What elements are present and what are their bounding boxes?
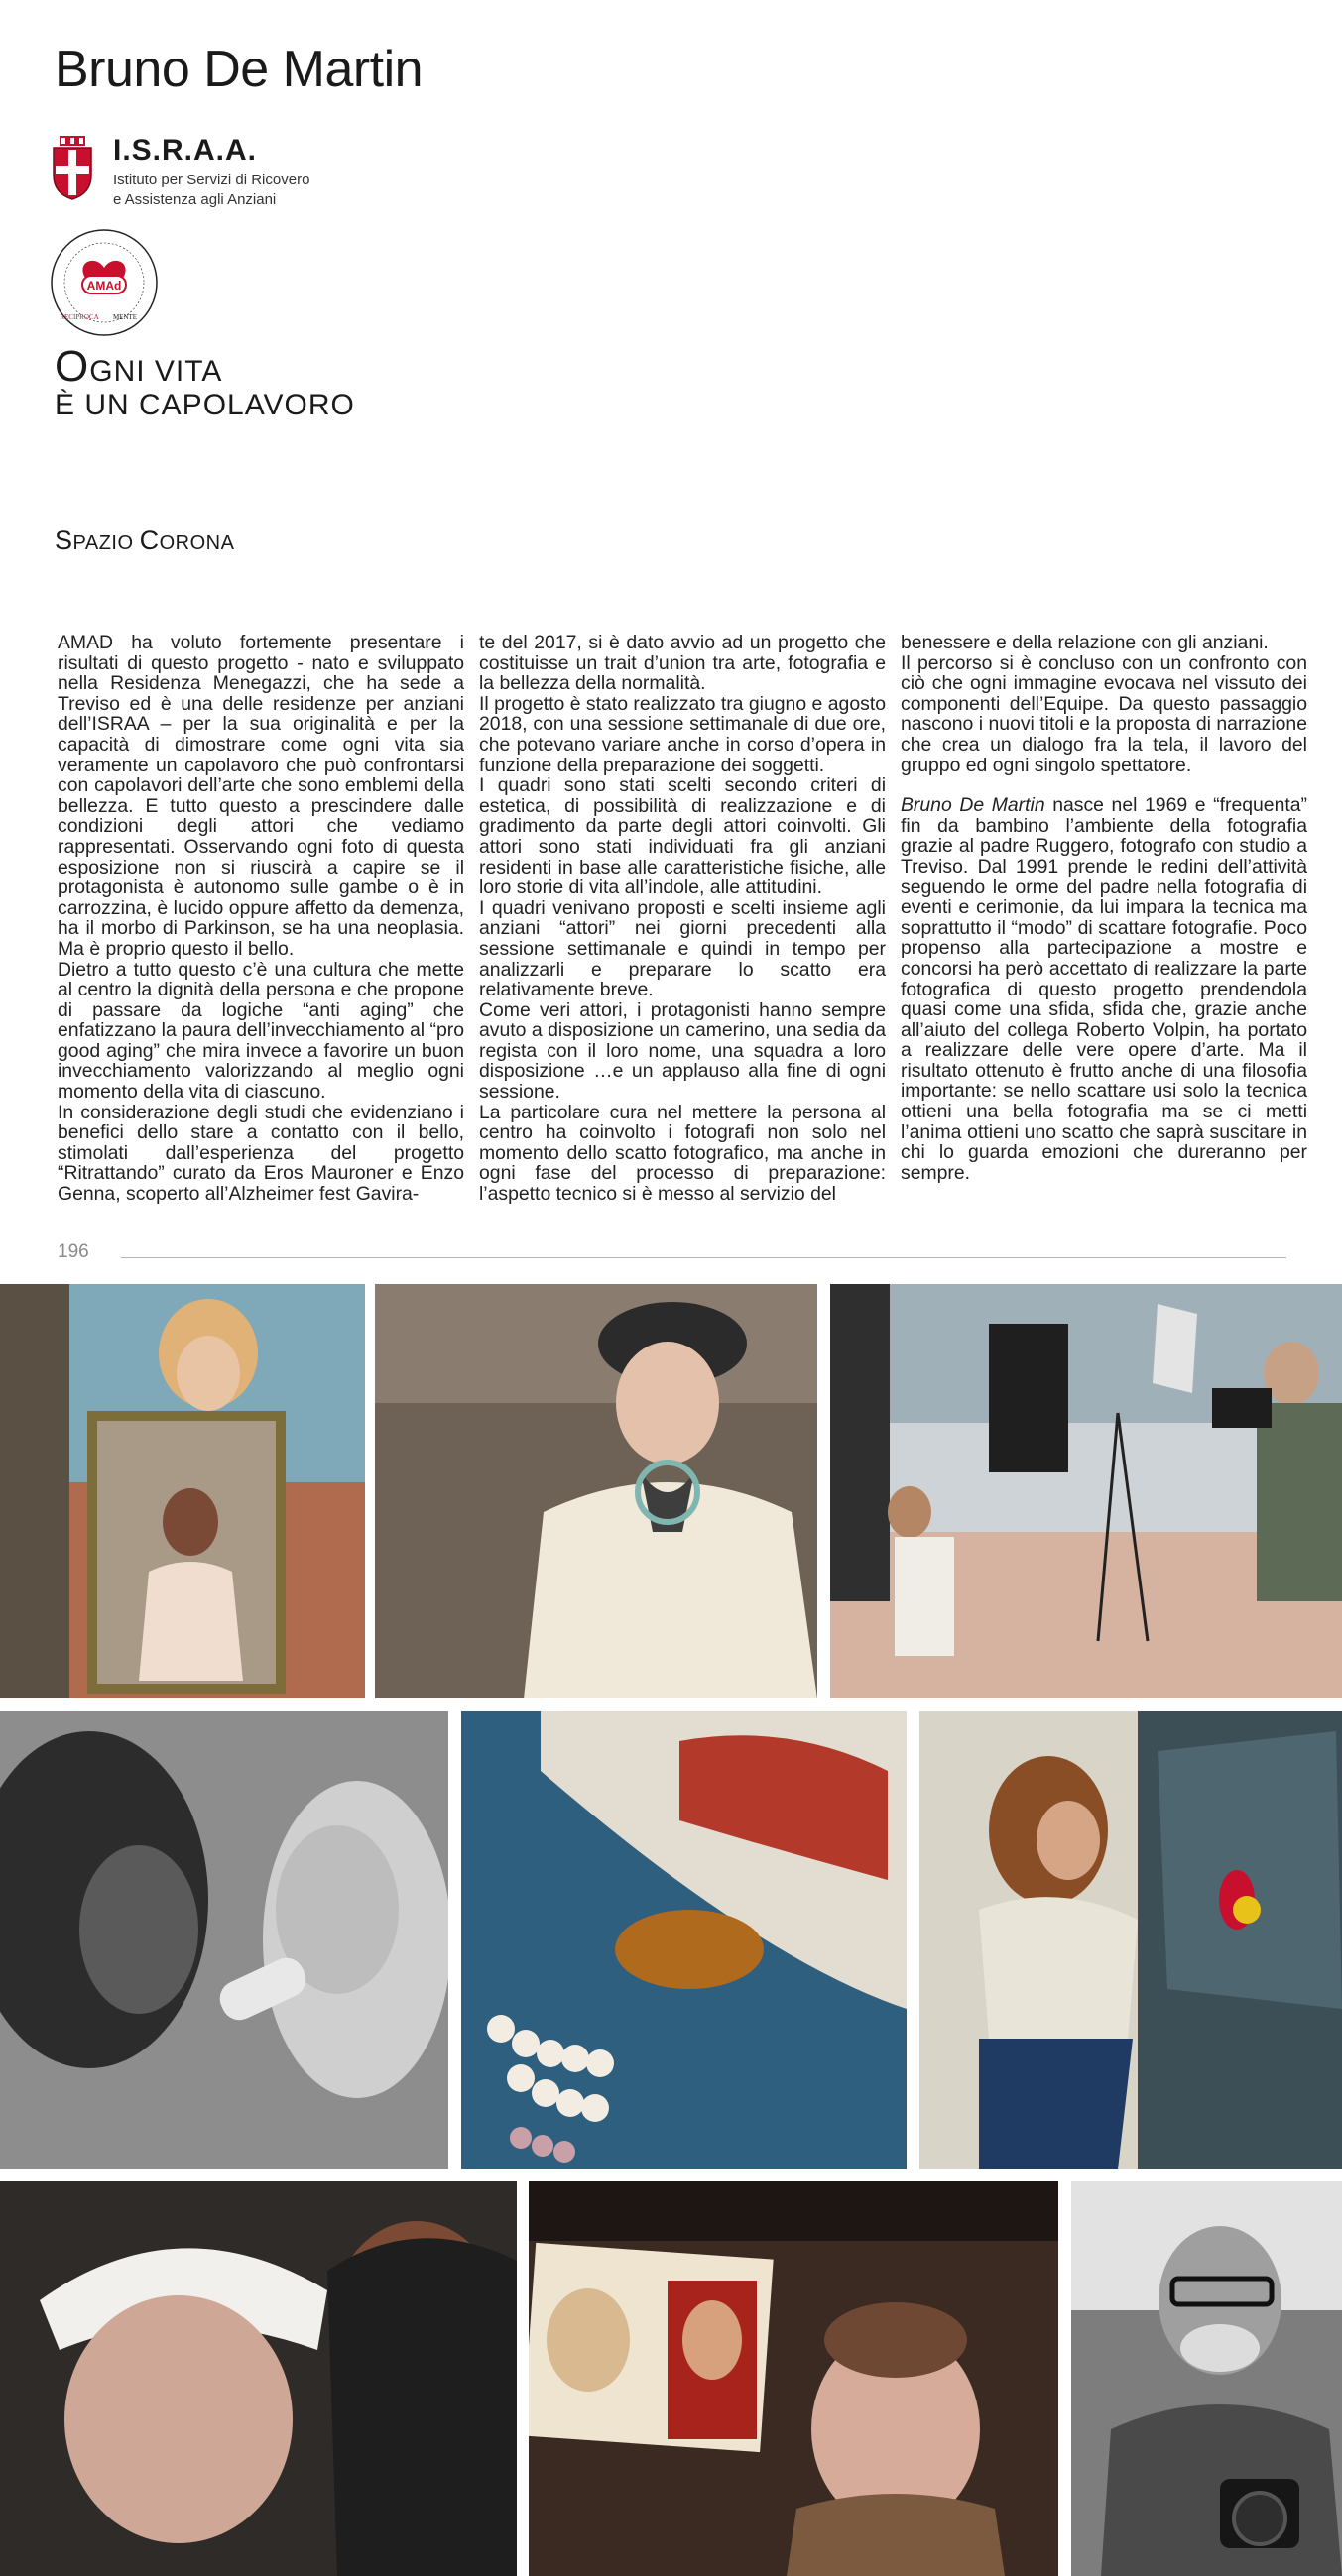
article-title: [55, 342, 355, 421]
body-column-2: [479, 633, 886, 1205]
title-line-1: [55, 342, 355, 391]
paragraph: I quadri venivano proposti e scelti insieme agli anziani “attori” nei giorni precedenti alla sessione settimanale e quindi in tempo per analizzarli e preparare lo scatto era relativamente breve.: [479, 896, 886, 1001]
photo-painter: [919, 1711, 1342, 2169]
photo-studio-shoot: [830, 1284, 1342, 1698]
amad-reciproca-text: RECIPROCA: [60, 313, 99, 321]
israa-name: I.S.R.A.A.: [113, 134, 258, 167]
paragraph: Dietro a tutto questo c’è una cultura che mette al centro la dignità della persona e che propone di passare da logiche “anti aging” che enfatizzano la paura dell’invecchiamento al “pro good aging” che mira invece a favorire un buon invecchiamento valorizzando al meglio ogni momento della vita di ciascuno.: [58, 958, 464, 1104]
title-line-1-rest: GNI VITA: [89, 355, 223, 388]
venue-name: [55, 526, 234, 556]
paragraph: La particolare cura nel mettere la persona al centro ha coinvolto i fotografi non solo nel momento dello scatto fotografico, ma anche in ogni fase del processo di preparazione: l’aspetto tecnico si è messo al servizio del: [479, 1101, 886, 1206]
body-column-3: [901, 633, 1307, 1183]
photo-makeup-bw: [0, 1711, 448, 2169]
title-initial: O: [55, 342, 90, 391]
israa-subtitle-2: e Assistenza agli Anziani: [113, 191, 277, 208]
photo-renaissance-costume: [529, 2181, 1058, 2576]
venue-word-2: ORONA: [159, 532, 235, 554]
paragraph: Il percorso si è concluso con un confronto con ciò che ogni immagine evocava nel vissuto dei componenti dell’Equipe. Da questo passaggio nascono i nuovi titoli e la proposta di narrazione che crea un dialogo fra la tela, il lavoro del gruppo ed ogni singolo spettatore.: [901, 651, 1307, 776]
bio-name: Bruno De Martin: [901, 794, 1045, 817]
paragraph: te del 2017, si è dato avvio ad un progetto che costituisse un trait d’union tra arte, fotografia e la bellezza della normalità.: [479, 632, 886, 695]
footer-divider: [121, 1257, 1286, 1258]
paragraph: AMAD ha voluto fortemente presentare i risultati di questo progetto - nato e sviluppato nella Residenza Menegazzi, che ha sede a Treviso ed è una delle residenze per anziani dell’ISRAA – per la sua originalità e per la capacità di dimostrare come ogni vita sia veramente un capolavoro che può confrontarsi con capolavori dell’arte che sono emblemi della bellezza. E tutto questo a prescindere dalle condizioni degli attori che vediamo rappresentati. Osservando ogni foto di questa esposizione non si riuscirà a capire se il protagonista è autonomo sulle gambe o è in carrozzina, è lucido oppure affetto da demenza, ha il morbo di Parkinson, se ha una neoplasia. Ma è proprio questo il bello.: [58, 632, 464, 960]
amad-logo: [50, 228, 159, 337]
body-column-1: [58, 633, 464, 1205]
amad-badge-text: AMAd: [86, 279, 122, 293]
israa-crest-icon: [52, 136, 93, 201]
venue-initial-1: S: [55, 526, 73, 555]
paragraph: I quadri sono stati scelti secondo criteri di estetica, di possibilità di realizzazione e di gradimento da parte degli attori coinvolti. Gli attori sono stati individuati fra gli anziani residenti in base alle caratteristiche fisiche, alle loro storie di vita all’indole, alle attitudini.: [479, 774, 886, 899]
title-line-2: È UN CAPOLAVORO: [55, 389, 355, 421]
bio-paragraph: [901, 795, 1307, 1183]
paragraph: Come veri attori, i protagonisti hanno sempre avuto a disposizione un camerino, una sedia da regista con il loro nome, una squadra a loro disposizione …e un applauso alla fine di ogni sessione.: [479, 998, 886, 1104]
paragraph: benessere e della relazione con gli anziani.: [901, 632, 1269, 653]
photo-laughing-woman-hat: [375, 1284, 817, 1698]
bio-text: nasce nel 1969 e “frequenta” fin da bambino l’ambiente della fotografia grazie al padre Ruggero, fotografo con studio a Treviso. Dal 1991 prende le redini dell’attività seguendo le orme del padre nella fotografia di eventi e cerimonie, da lui impara la tecnica ma soprattutto il “modo” di scattare fotografie. Poco propenso alla partecipazione a mostre e concorsi ha però accettato di realizzare la parte fotografica di questo progetto prendendola quasi come una sfida, sfida che, grazie anche all’aiuto del collega Roberto Volpin, ha portato a realizzare delle vere opere d’arte. Ma il risultato ottenuto è frutto anche di una filosofia importante: se nello scattare usi solo la tecnica ottieni una bella fotografia ma se ci metti l’anima ottieni uno scatto che saprà suscitare in chi lo guarda emozioni che dureranno per sempre.: [901, 794, 1307, 1184]
photo-mirror-portrait: [0, 1284, 365, 1698]
photo-pearls-jewelry: [461, 1711, 907, 2169]
israa-subtitle-1: Istituto per Servizi di Ricovero: [113, 172, 310, 188]
page-number: 196: [58, 1241, 89, 1262]
photo-photographer-portrait-bw: [1071, 2181, 1342, 2576]
paragraph: Il progetto è stato realizzato tra giugno e agosto 2018, con una sessione settimanale di due ore, che potevano variare anche in corso d’opera in funzione della preparazione dei soggetti.: [479, 692, 886, 776]
author-name: Bruno De Martin: [55, 41, 424, 98]
venue-initial-2: C: [139, 526, 160, 555]
amad-mente-text: MENTE: [112, 313, 138, 321]
israa-logo: [52, 134, 349, 213]
paragraph: In considerazione degli studi che evidenziano i benefici dello stare a contatto con il bello, stimolati dall’esperienza del progetto “Ritrattando” curato da Eros Mauroner e Enzo Genna, scoperto all’Alzheimer fest Gavira-: [58, 1101, 464, 1206]
venue-word-1: PAZIO: [72, 532, 140, 554]
photo-headscarf-woman: [0, 2181, 517, 2576]
